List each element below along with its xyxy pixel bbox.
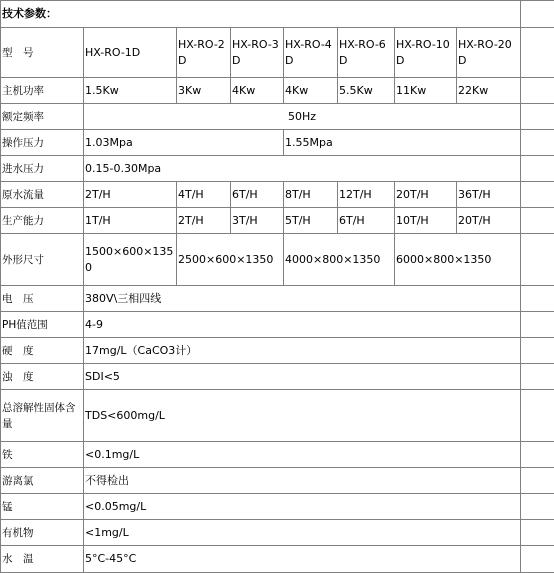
model-6d: HX-RO-6D xyxy=(338,28,395,78)
raw-flow-value: 4T/H xyxy=(177,182,231,208)
title-row xyxy=(1,1,554,28)
pressure-value-b: 1.55Mpa xyxy=(284,130,521,156)
model-1d: HX-RO-1D xyxy=(84,28,177,78)
raw-flow-value: 6T/H xyxy=(231,182,284,208)
tds-row xyxy=(1,390,554,442)
capacity-value: 3T/H xyxy=(231,208,284,234)
raw-flow-value: 20T/H xyxy=(395,182,457,208)
iron-value: <0.1mg/L xyxy=(84,442,521,468)
model-3d: HX-RO-3D xyxy=(231,28,284,78)
raw-flow-value: 8T/H xyxy=(284,182,338,208)
turbidity-value: SDI<5 xyxy=(84,364,521,390)
power-value: 3Kw xyxy=(177,78,231,104)
manganese-label: 锰 xyxy=(1,494,84,520)
inlet-pressure-row xyxy=(1,156,554,182)
blank-cell xyxy=(521,1,554,28)
dimensions-value: 2500×600×1350 xyxy=(177,234,284,286)
power-value: 22Kw xyxy=(457,78,521,104)
pressure-label: 操作压力 xyxy=(1,130,84,156)
water-temp-label: 水 温 xyxy=(1,546,84,573)
power-value: 5.5Kw xyxy=(338,78,395,104)
power-value: 1.5Kw xyxy=(84,78,177,104)
organics-value: <1mg/L xyxy=(84,520,521,546)
manganese-value: <0.05mg/L xyxy=(84,494,521,520)
raw-flow-row xyxy=(1,182,554,208)
inlet-pressure-value: 0.15-0.30Mpa xyxy=(84,156,521,182)
capacity-value: 6T/H xyxy=(338,208,395,234)
power-value: 11Kw xyxy=(395,78,457,104)
chlorine-row xyxy=(1,468,554,494)
dimensions-value: 6000×800×1350 xyxy=(395,234,521,286)
capacity-label: 生产能力 xyxy=(1,208,84,234)
model-label: 型 号 xyxy=(1,28,84,78)
ph-label: PH值范围 xyxy=(1,312,84,338)
turbidity-label: 浊 度 xyxy=(1,364,84,390)
voltage-row xyxy=(1,286,554,312)
frequency-label: 额定频率 xyxy=(1,104,84,130)
capacity-row xyxy=(1,208,554,234)
voltage-value: 380V\三相四线 xyxy=(84,286,521,312)
model-2d: HX-RO-2D xyxy=(177,28,231,78)
hardness-row xyxy=(1,338,554,364)
iron-label: 铁 xyxy=(1,442,84,468)
model-4d: HX-RO-4D xyxy=(284,28,338,78)
water-temp-value: 5°C-45°C xyxy=(84,546,521,573)
model-20d: HX-RO-20D xyxy=(457,28,521,78)
organics-label: 有机物 xyxy=(1,520,84,546)
model-row xyxy=(1,28,554,78)
frequency-value: 50Hz xyxy=(84,104,521,130)
raw-flow-label: 原水流量 xyxy=(1,182,84,208)
tds-label: 总溶解性固体含量 xyxy=(1,390,84,442)
hardness-value: 17mg/L（CaCO3计） xyxy=(84,338,521,364)
power-row xyxy=(1,78,554,104)
frequency-row xyxy=(1,104,554,130)
manganese-row xyxy=(1,494,554,520)
chlorine-label: 游离氯 xyxy=(1,468,84,494)
dimensions-value: 4000×800×1350 xyxy=(284,234,395,286)
ph-row xyxy=(1,312,554,338)
power-value: 4Kw xyxy=(284,78,338,104)
iron-row xyxy=(1,442,554,468)
raw-flow-value: 12T/H xyxy=(338,182,395,208)
ph-value: 4-9 xyxy=(84,312,521,338)
pressure-value-a: 1.03Mpa xyxy=(84,130,284,156)
capacity-value: 10T/H xyxy=(395,208,457,234)
capacity-value: 1T/H xyxy=(84,208,177,234)
capacity-value: 5T/H xyxy=(284,208,338,234)
power-label: 主机功率 xyxy=(1,78,84,104)
organics-row xyxy=(1,520,554,546)
inlet-pressure-label: 进水压力 xyxy=(1,156,84,182)
dimensions-value: 1500×600×1350 xyxy=(84,234,177,286)
dimensions-row xyxy=(1,234,554,286)
power-value: 4Kw xyxy=(231,78,284,104)
voltage-label: 电 压 xyxy=(1,286,84,312)
tds-value: TDS<600mg/L xyxy=(84,390,521,442)
hardness-label: 硬 度 xyxy=(1,338,84,364)
chlorine-value: 不得检出 xyxy=(84,468,521,494)
capacity-value: 2T/H xyxy=(177,208,231,234)
turbidity-row xyxy=(1,364,554,390)
water-temp-row xyxy=(1,546,554,573)
raw-flow-value: 2T/H xyxy=(84,182,177,208)
capacity-value: 20T/H xyxy=(457,208,521,234)
dimensions-label: 外形尺寸 xyxy=(1,234,84,286)
pressure-row xyxy=(1,130,554,156)
model-10d: HX-RO-10D xyxy=(395,28,457,78)
spec-title: 技术参数： xyxy=(1,1,521,28)
raw-flow-value: 36T/H xyxy=(457,182,521,208)
